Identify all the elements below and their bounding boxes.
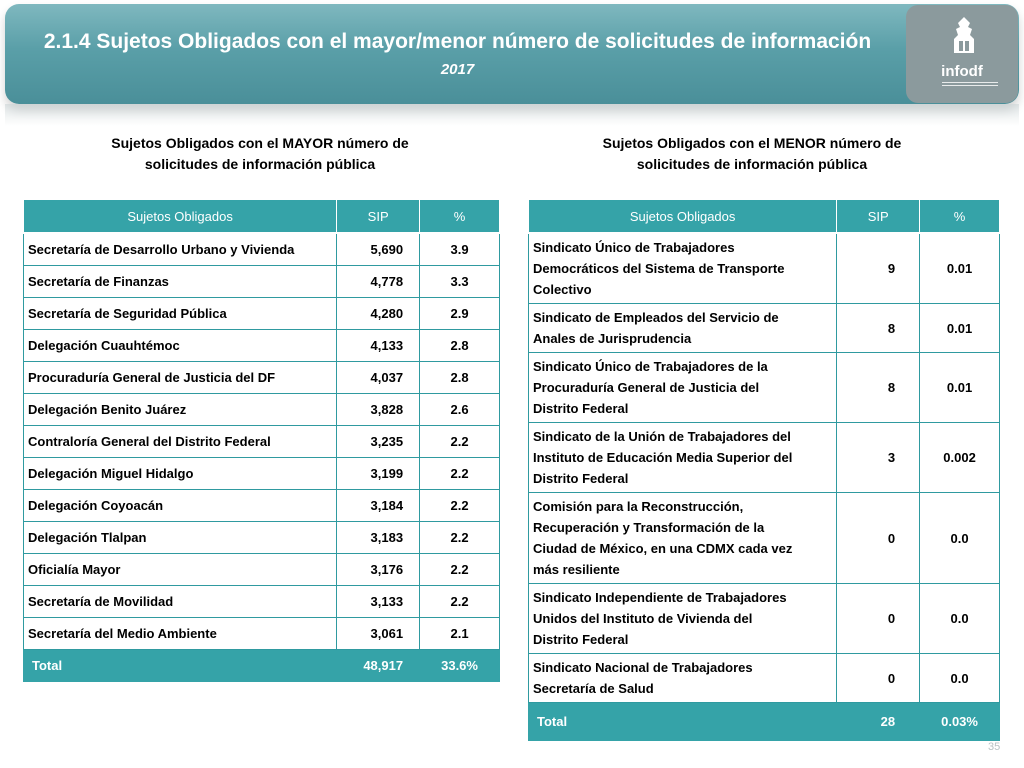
fewest-requests-table	[528, 199, 1000, 741]
table-row	[24, 233, 500, 266]
sip-value: 3,235	[337, 426, 420, 458]
total-percent: 33.6%	[420, 650, 500, 682]
subject-name: Contraloría General del Distrito Federal	[24, 426, 337, 458]
sip-value: 3,061	[337, 618, 420, 650]
subject-name-line: Anales de Jurisprudencia	[533, 331, 692, 346]
sip-value: 4,778	[337, 266, 420, 298]
table-row	[24, 426, 500, 458]
subject-name-line: Democráticos del Sistema de Transporte	[533, 261, 785, 276]
sip-value: 8	[837, 353, 920, 423]
subject-name	[529, 654, 837, 703]
table-row	[529, 353, 1000, 423]
percent-value: 0.0	[920, 493, 1000, 584]
subject-name: Secretaría de Desarrollo Urbano y Vivienda	[24, 233, 337, 266]
percent-value: 2.1	[420, 618, 500, 650]
coat-of-arms-icon	[950, 15, 978, 55]
most-requests-table	[23, 199, 500, 682]
title-banner	[5, 4, 1019, 104]
subject-name-line: Distrito Federal	[533, 401, 629, 416]
table-row	[24, 266, 500, 298]
sip-value: 3,828	[337, 394, 420, 426]
total-sip: 48,917	[337, 650, 420, 682]
table-row	[24, 618, 500, 650]
sip-value: 3,176	[337, 554, 420, 586]
percent-value: 0.01	[920, 304, 1000, 353]
subject-name	[529, 353, 837, 423]
total-label: Total	[24, 650, 337, 682]
subject-name	[529, 493, 837, 584]
subject-name-line: Sindicato Único de Trabajadores	[533, 240, 735, 255]
subject-name: Delegación Cuauhtémoc	[24, 330, 337, 362]
subject-name-line: Recuperación y Transformación de la	[533, 520, 765, 535]
percent-value: 0.01	[920, 353, 1000, 423]
table-row	[24, 490, 500, 522]
percent-value: 0.0	[920, 584, 1000, 654]
banner-shadow	[5, 104, 1019, 126]
subject-name: Secretaría de Movilidad	[24, 586, 337, 618]
subject-name-line: más resiliente	[533, 562, 620, 577]
sip-value: 3,133	[337, 586, 420, 618]
percent-value: 2.2	[420, 490, 500, 522]
subject-name-line: Sindicato de la Unión de Trabajadores del	[533, 429, 791, 444]
sip-value: 3,199	[337, 458, 420, 490]
sip-value: 0	[837, 654, 920, 703]
subject-name-line: Colectivo	[533, 282, 592, 297]
sip-value: 4,037	[337, 362, 420, 394]
subject-name: Delegación Tlalpan	[24, 522, 337, 554]
subject-name-line: Unidos del Instituto de Vivienda del	[533, 611, 753, 626]
percent-value: 0.01	[920, 233, 1000, 304]
right-heading-line-1: Sujetos Obligados con el MENOR número de	[602, 135, 902, 151]
left-heading-line-2: solicitudes de información pública	[144, 156, 376, 172]
sip-value: 0	[837, 584, 920, 654]
left-heading-line-1: Sujetos Obligados con el MAYOR número de	[111, 135, 409, 151]
subject-name: Delegación Benito Juárez	[24, 394, 337, 426]
table-row	[24, 522, 500, 554]
column-header-sip: SIP	[837, 200, 920, 234]
percent-value: 2.9	[420, 298, 500, 330]
subject-name	[529, 304, 837, 353]
percent-value: 2.2	[420, 458, 500, 490]
sip-value: 4,280	[337, 298, 420, 330]
left-table-heading	[40, 133, 480, 175]
table-row	[24, 554, 500, 586]
column-header-subject: Sujetos Obligados	[24, 200, 337, 234]
subject-name	[529, 233, 837, 304]
percent-value: 2.2	[420, 586, 500, 618]
subject-name	[529, 423, 837, 493]
subject-name-line: Instituto de Educación Media Superior del	[533, 450, 793, 465]
table-row	[529, 233, 1000, 304]
percent-value: 2.6	[420, 394, 500, 426]
subject-name-line: Sindicato de Empleados del Servicio de	[533, 310, 779, 325]
table-row	[24, 394, 500, 426]
subject-name-line: Sindicato Independiente de Trabajadores	[533, 590, 787, 605]
logo-wordmark: infodf	[941, 63, 983, 80]
subject-name: Oficialía Mayor	[24, 554, 337, 586]
subject-name: Delegación Coyoacán	[24, 490, 337, 522]
total-sip: 28	[837, 703, 920, 741]
total-percent: 0.03%	[920, 703, 1000, 741]
page-year: 2017	[440, 61, 475, 78]
total-row	[24, 650, 500, 682]
percent-value: 0.0	[920, 654, 1000, 703]
subject-name-line: Comisión para la Reconstrucción,	[533, 499, 744, 514]
table-row	[529, 304, 1000, 353]
subject-name-line: Ciudad de México, en una CDMX cada vez	[533, 541, 793, 556]
percent-value: 2.2	[420, 554, 500, 586]
table-row	[24, 298, 500, 330]
subject-name: Delegación Miguel Hidalgo	[24, 458, 337, 490]
table-row	[529, 493, 1000, 584]
table-row	[529, 423, 1000, 493]
percent-value: 3.9	[420, 233, 500, 266]
subject-name: Secretaría de Finanzas	[24, 266, 337, 298]
page-number: 35	[988, 741, 1001, 753]
column-header-subject: Sujetos Obligados	[529, 200, 837, 234]
total-label: Total	[529, 703, 837, 741]
sip-value: 0	[837, 493, 920, 584]
sip-value: 9	[837, 233, 920, 304]
percent-value: 2.2	[420, 426, 500, 458]
sip-value: 3,184	[337, 490, 420, 522]
subject-name-line: Distrito Federal	[533, 632, 629, 647]
subject-name: Procuraduría General de Justicia del DF	[24, 362, 337, 394]
sip-value: 3	[837, 423, 920, 493]
percent-value: 2.8	[420, 362, 500, 394]
subject-name-line: Secretaría de Salud	[533, 681, 654, 696]
subject-name: Secretaría de Seguridad Pública	[24, 298, 337, 330]
right-heading-line-2: solicitudes de información pública	[636, 156, 868, 172]
logo-tagline-lines	[942, 82, 998, 86]
percent-value: 2.8	[420, 330, 500, 362]
page-title: 2.1.4 Sujetos Obligados con el mayor/menor número de solicitudes de información	[43, 30, 872, 53]
subject-name-line: Sindicato Único de Trabajadores de la	[533, 359, 768, 374]
table-row	[529, 654, 1000, 703]
percent-value: 3.3	[420, 266, 500, 298]
column-header-sip: SIP	[337, 200, 420, 234]
table-row	[24, 362, 500, 394]
subject-name-line: Sindicato Nacional de Trabajadores	[533, 660, 753, 675]
sip-value: 8	[837, 304, 920, 353]
infodf-logo	[906, 5, 1018, 103]
table-row	[529, 584, 1000, 654]
column-header-percent: %	[920, 200, 1000, 234]
total-row	[529, 703, 1000, 741]
right-table-heading	[532, 133, 972, 175]
sip-value: 3,183	[337, 522, 420, 554]
table-row	[24, 586, 500, 618]
sip-value: 4,133	[337, 330, 420, 362]
percent-value: 0.002	[920, 423, 1000, 493]
percent-value: 2.2	[420, 522, 500, 554]
subject-name-line: Procuraduría General de Justicia del	[533, 380, 760, 395]
sip-value: 5,690	[337, 233, 420, 266]
subject-name-line: Distrito Federal	[533, 471, 629, 486]
table-row	[24, 458, 500, 490]
column-header-percent: %	[420, 200, 500, 234]
table-row	[24, 330, 500, 362]
subject-name	[529, 584, 837, 654]
subject-name: Secretaría del Medio Ambiente	[24, 618, 337, 650]
